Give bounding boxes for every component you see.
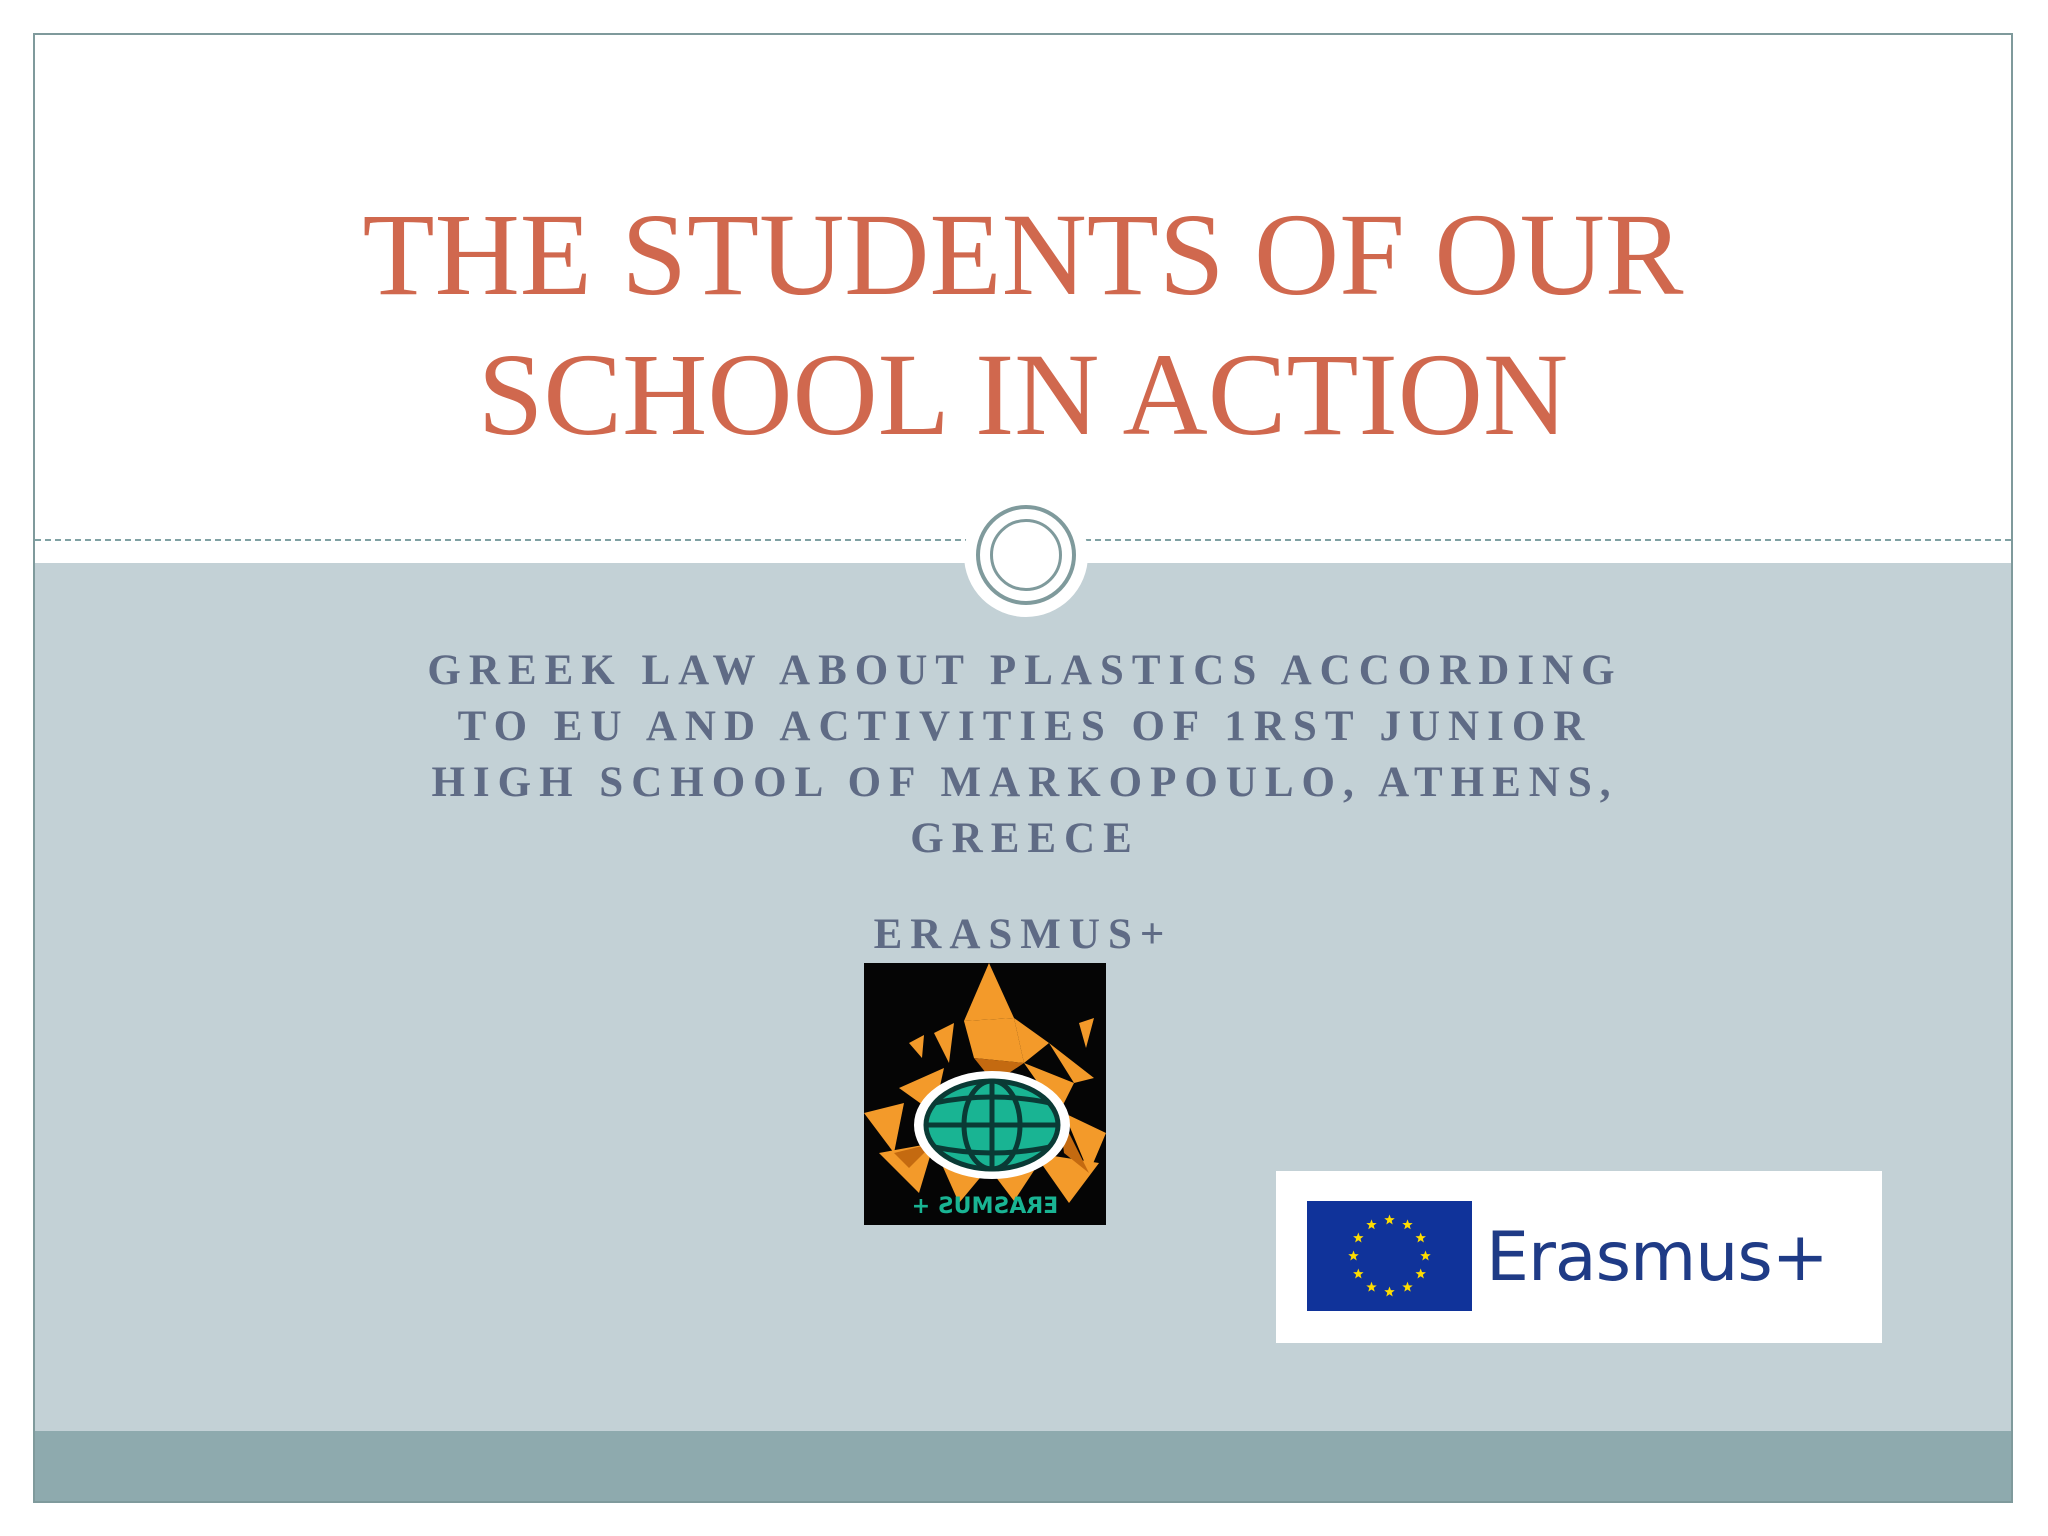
slide-title <box>35 185 2011 465</box>
slide-subtitle <box>335 643 1715 867</box>
circle-ornament <box>964 493 1088 617</box>
subtitle-line-2: TO EU AND ACTIVITIES OF 1RST JUNIOR <box>457 703 1593 750</box>
project-logo-caption: ERASMUS + <box>911 1194 1059 1219</box>
circle-ring-inner <box>990 519 1062 591</box>
project-logo-graphic <box>864 963 1106 1225</box>
eu-flag-icon <box>1307 1201 1472 1311</box>
subtitle-line-1: GREEK LAW ABOUT PLASTICS ACCORDING <box>427 647 1623 694</box>
subtitle-line-3: HIGH SCHOOL OF MARKOPOULO, ATHENS, <box>431 759 1619 806</box>
subtitle-line-4: GREECE <box>910 815 1140 862</box>
title-line-2: SCHOOL IN ACTION <box>477 329 1569 460</box>
erasmus-plus-logo <box>1276 1171 1882 1343</box>
program-name: ERASMUS+ <box>873 911 1173 958</box>
erasmus-plus-wordmark: Erasmus+ <box>1486 1218 1828 1297</box>
title-line-1: THE STUDENTS OF OUR <box>362 189 1684 320</box>
eu-stars-icon <box>1307 1201 1472 1311</box>
slide <box>33 33 2013 1503</box>
project-logo-image <box>864 963 1106 1225</box>
circle-ring-outer <box>976 505 1076 605</box>
footer-bar <box>35 1431 2011 1501</box>
